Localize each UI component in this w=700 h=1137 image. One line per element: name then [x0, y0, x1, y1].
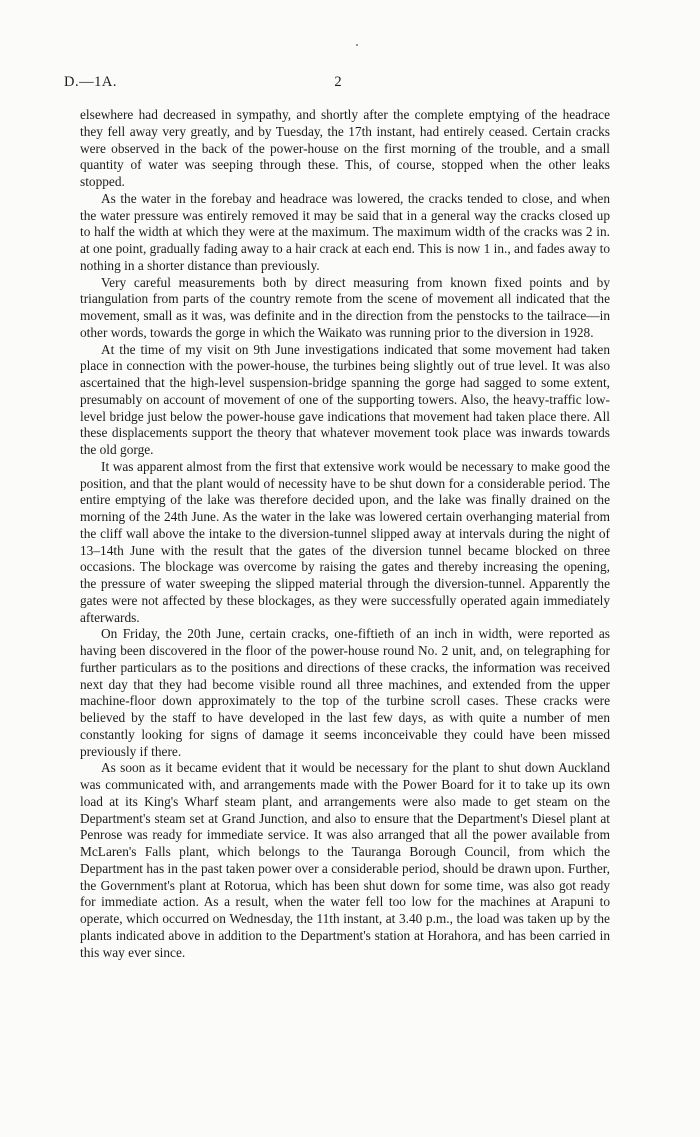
paragraph: It was apparent almost from the first that extensive work would be necessary to make good the position, and that the plant would of necessity have to be shut down for a considerable period. The entire emptying of the lake was therefore decided upon, and the lake was finally drained on the morning of the 24th June. As the water in the lake was lowered certain overhanging material from the cliff wall above the intake to the diversion-tunnel slipped away at intervals during the night of 13–14th June with the result that the gates of the diversion tunnel became blocked on three occasions. The blockage was overcome by raising the gates and thereby increasing the opening, the pressure of water sweeping the slipped material through the diversion-tunnel. Apparently the gates were not affected by these blockages, as they were successfully operated again immediately afterwards. [80, 458, 610, 625]
body-text [80, 107, 610, 961]
document-reference: D.—1A. [64, 74, 117, 90]
page-number: 2 [334, 74, 342, 90]
paragraph-continued: elsewhere had decreased in sympathy, and shortly after the complete emptying of the headrace they fell away very greatly, and by Tuesday, the 17th instant, had entirely ceased. Certain cracks were observed in the back of the power-house on the first morning of the trouble, and a small quantity of water was seeping through these. This, of course, stopped when the other leaks stopped. [80, 107, 610, 189]
paragraph: On Friday, the 20th June, certain cracks, one-fiftieth of an inch in width, were reported as having been discovered in the floor of the power-house round No. 2 unit, and, on telegraphing for further particulars as to the positions and directions of these cracks, the information was received next day that they had become visible round all three machines, and extended from the upper machine-floor down approximately to the top of the turbine scroll cases. These cracks were believed by the staff to have developed in the last few days, as with quite a number of men constantly looking for signs of damage it seems inconceivable they could have been missed previously if there. [80, 626, 610, 759]
page-header [64, 74, 612, 94]
paragraph: As the water in the forebay and headrace was lowered, the cracks tended to close, and when the water pressure was entirely removed it may be said that in a general way the cracks closed up to half the width at which they were at the maximum. The maximum width of the cracks was 2 in. at one point, gradually fading away to a hair crack at each end. This is now 1 in., and fades away to nothing in a shorter distance than previously. [80, 190, 610, 273]
scan-mark [356, 44, 358, 46]
paragraph: At the time of my visit on 9th June investigations indicated that some movement had taken place in connection with the power-house, the turbines being slightly out of true level. It was also ascertained that the high-level suspension-bridge spanning the gorge had sagged to some extent, presumably on account of movement of one of the supporting towers. Also, the heavy-traffic low-level bridge just below the power-house gave indications that movement had taken place there. All these displacements support the theory that whatever movement took place was inwards towards the old gorge. [80, 341, 610, 457]
paragraph: Very careful measurements both by direct measuring from known fixed points and by triangulation from parts of the country remote from the scene of movement all indicated that the movement, small as it was, was definite and in the direction from the penstocks to the tailrace—in other words, towards the gorge in which the Waikato was running prior to the diversion in 1928. [80, 274, 610, 340]
paragraph: As soon as it became evident that it would be necessary for the plant to shut down Auckland was communicated with, and arrangements made with the Power Board for it to take up its own load at its King's Wharf steam plant, and arrangements were also made to get steam on the Department's steam set at Grand Junction, and also to ensure that the Department's Diesel plant at Penrose was ready for immediate service. It was also arranged that all the power available from McLaren's Falls plant, which belongs to the Tauranga Borough Council, from which the Department has in the past taken power over a considerable period, should be drawn upon. Further, the Government's plant at Rotorua, which has been shut down for some time, was also got ready for immediate action. As a result, when the water fell too low for the machines at Arapuni to operate, which occurred on Wednesday, the 11th instant, at 3.40 p.m., the load was taken up by the plants indicated above in addition to the Department's station at Horahora, and has been carried in this way ever since. [80, 760, 610, 960]
